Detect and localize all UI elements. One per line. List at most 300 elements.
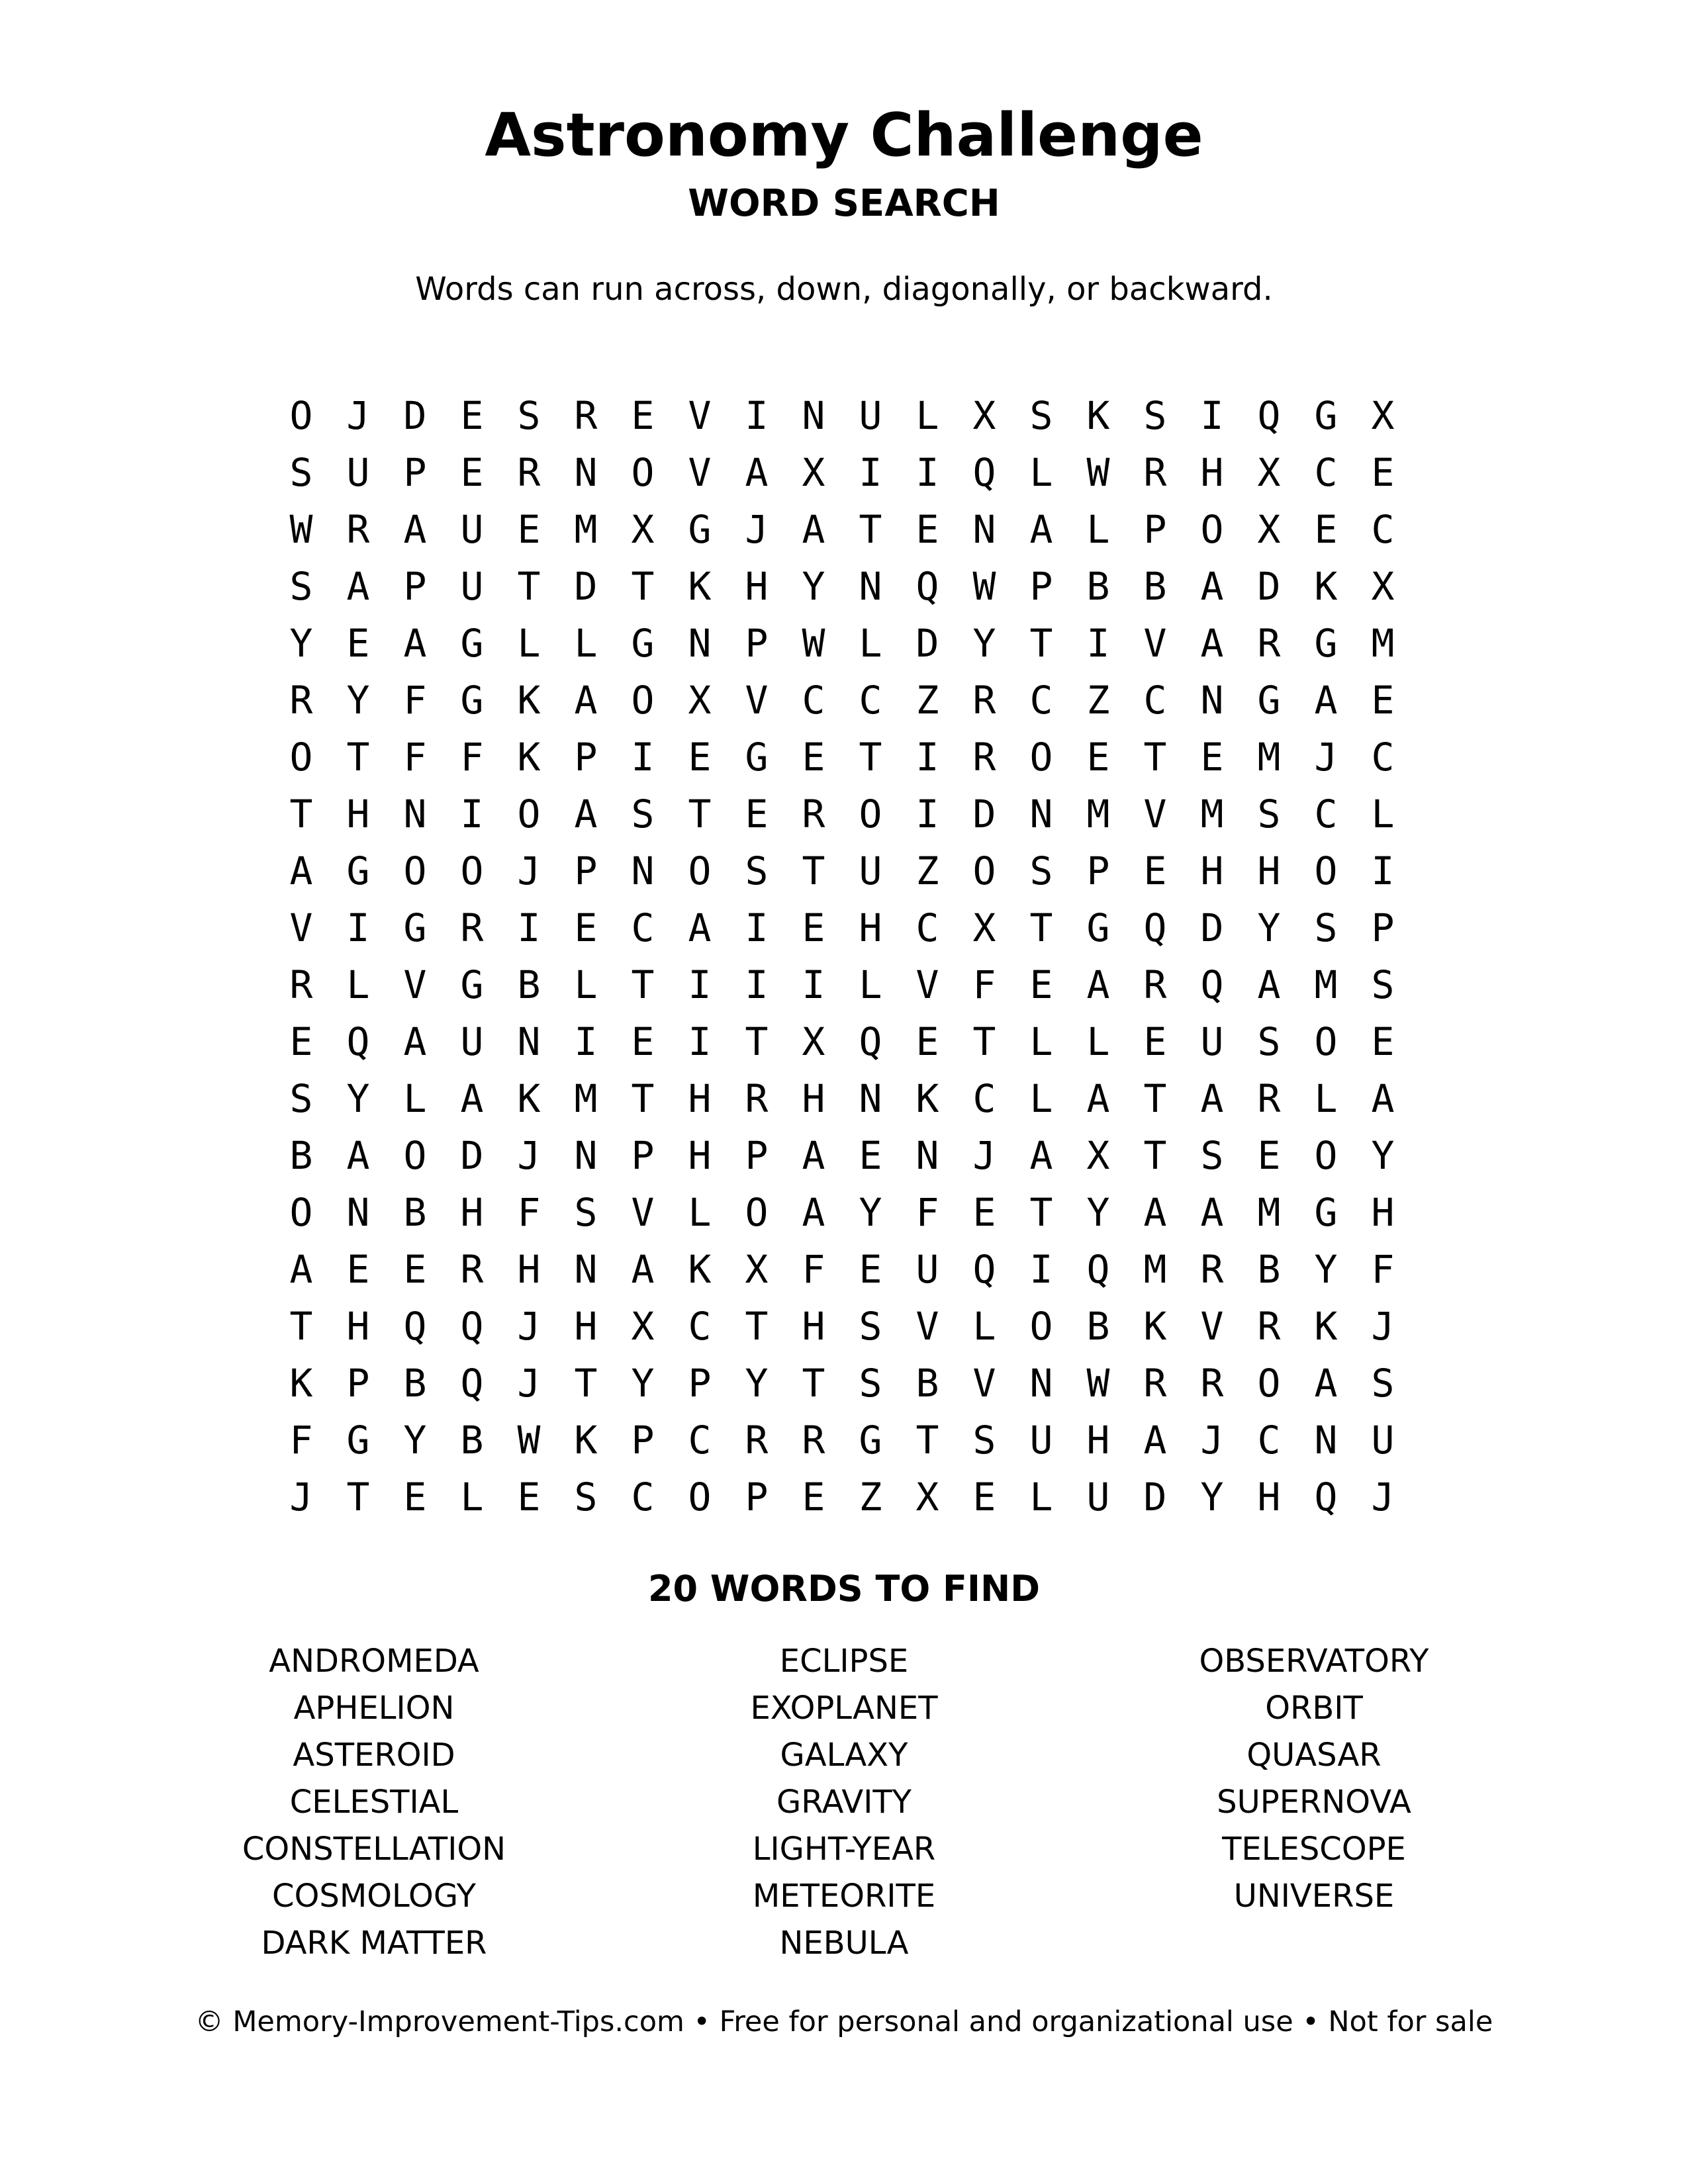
grid-letter: V xyxy=(289,905,313,950)
grid-letter: A xyxy=(1086,1076,1110,1121)
grid-letter: B xyxy=(1143,564,1167,609)
grid-row xyxy=(273,558,1411,615)
grid-letter: T xyxy=(688,792,712,837)
grid-letter: O xyxy=(972,848,996,893)
grid-letter: E xyxy=(745,792,769,837)
grid-letter: I xyxy=(745,393,769,438)
grid-letter: L xyxy=(1029,1019,1053,1064)
grid-letter: S xyxy=(859,1304,882,1349)
grid-letter: I xyxy=(460,792,484,837)
grid-letter: S xyxy=(1371,1361,1395,1406)
grid-letter: L xyxy=(574,621,598,666)
grid-letter: E xyxy=(403,1247,427,1292)
grid-letter: L xyxy=(972,1304,996,1349)
grid-letter: Q xyxy=(915,564,939,609)
grid-letter: N xyxy=(574,450,598,495)
grid-letter: Q xyxy=(403,1304,427,1349)
grid-letter: E xyxy=(517,507,541,552)
grid-letter: A xyxy=(802,507,825,552)
grid-letter: E xyxy=(1314,507,1338,552)
grid-letter: J xyxy=(1314,735,1338,780)
grid-letter: H xyxy=(688,1133,712,1178)
grid-letter: D xyxy=(972,792,996,837)
grid-letter: I xyxy=(915,792,939,837)
grid-letter: R xyxy=(346,507,370,552)
grid-letter: N xyxy=(859,564,882,609)
grid-letter: C xyxy=(859,678,882,723)
grid-letter: A xyxy=(1086,962,1110,1007)
grid-letter: O xyxy=(631,450,655,495)
grid-letter: C xyxy=(915,905,939,950)
grid-letter: W xyxy=(972,564,996,609)
grid-letter: N xyxy=(346,1190,370,1235)
grid-letter: K xyxy=(517,678,541,723)
grid-letter: K xyxy=(1314,1304,1338,1349)
grid-letter: E xyxy=(460,393,484,438)
grid-letter: I xyxy=(574,1019,598,1064)
grid-letter: A xyxy=(1371,1076,1395,1121)
grid-letter: U xyxy=(1371,1418,1395,1463)
grid-letter: Q xyxy=(460,1361,484,1406)
grid-letter: R xyxy=(972,735,996,780)
grid-letter: H xyxy=(688,1076,712,1121)
grid-letter: L xyxy=(1086,507,1110,552)
grid-letter: H xyxy=(1257,1475,1281,1520)
grid-letter: C xyxy=(1143,678,1167,723)
grid-letter: W xyxy=(802,621,825,666)
grid-letter: D xyxy=(1143,1475,1167,1520)
grid-letter: R xyxy=(802,792,825,837)
grid-letter: A xyxy=(1314,1361,1338,1406)
grid-letter: R xyxy=(1257,621,1281,666)
grid-letter: D xyxy=(1257,564,1281,609)
grid-letter: X xyxy=(972,905,996,950)
grid-letter: W xyxy=(517,1418,541,1463)
word-list-item: APHELION xyxy=(293,1690,455,1727)
grid-letter: M xyxy=(574,1076,598,1121)
grid-letter: Q xyxy=(1143,905,1167,950)
grid-letter: S xyxy=(1029,848,1053,893)
grid-letter: O xyxy=(289,393,313,438)
grid-letter: E xyxy=(1371,678,1395,723)
grid-letter: S xyxy=(1257,1019,1281,1064)
grid-letter: I xyxy=(631,735,655,780)
grid-letter: M xyxy=(1257,735,1281,780)
grid-letter: B xyxy=(517,962,541,1007)
grid-letter: A xyxy=(403,507,427,552)
grid-letter: I xyxy=(517,905,541,950)
grid-letter: Y xyxy=(346,1076,370,1121)
grid-letter: K xyxy=(574,1418,598,1463)
grid-letter: S xyxy=(972,1418,996,1463)
grid-letter: I xyxy=(915,450,939,495)
grid-letter: A xyxy=(346,1133,370,1178)
grid-letter: I xyxy=(745,905,769,950)
grid-letter: E xyxy=(1257,1133,1281,1178)
grid-letter: J xyxy=(1371,1475,1395,1520)
grid-letter: Q xyxy=(972,1247,996,1292)
grid-letter: Q xyxy=(1314,1475,1338,1520)
grid-letter: V xyxy=(1200,1304,1224,1349)
grid-letter: F xyxy=(289,1418,313,1463)
grid-letter: S xyxy=(745,848,769,893)
grid-letter: R xyxy=(460,905,484,950)
grid-letter: N xyxy=(688,621,712,666)
grid-letter: H xyxy=(517,1247,541,1292)
grid-letter: E xyxy=(631,393,655,438)
grid-row xyxy=(273,1184,1411,1241)
words-to-find-heading: 20 WORDS TO FIND xyxy=(647,1568,1041,1610)
grid-letter: J xyxy=(517,1361,541,1406)
grid-letter: N xyxy=(574,1133,598,1178)
grid-letter: T xyxy=(346,1475,370,1520)
grid-letter: T xyxy=(745,1304,769,1349)
grid-letter: I xyxy=(688,1019,712,1064)
grid-letter: M xyxy=(1143,1247,1167,1292)
grid-letter: E xyxy=(915,507,939,552)
grid-letter: O xyxy=(403,1133,427,1178)
grid-letter: R xyxy=(745,1076,769,1121)
grid-letter: Q xyxy=(972,450,996,495)
grid-letter: O xyxy=(1314,1019,1338,1064)
grid-letter: E xyxy=(859,1247,882,1292)
grid-letter: A xyxy=(1314,678,1338,723)
grid-letter: B xyxy=(1086,564,1110,609)
grid-letter: O xyxy=(631,678,655,723)
grid-letter: C xyxy=(972,1076,996,1121)
grid-letter: L xyxy=(915,393,939,438)
grid-letter: T xyxy=(574,1361,598,1406)
grid-letter: A xyxy=(574,678,598,723)
grid-letter: A xyxy=(802,1133,825,1178)
grid-letter: E xyxy=(802,735,825,780)
grid-letter: M xyxy=(574,507,598,552)
grid-row xyxy=(273,444,1411,501)
grid-letter: R xyxy=(1143,1361,1167,1406)
grid-letter: V xyxy=(1143,792,1167,837)
grid-letter: A xyxy=(1200,621,1224,666)
grid-letter: O xyxy=(1314,1133,1338,1178)
grid-letter: A xyxy=(289,1247,313,1292)
word-list-item: GRAVITY xyxy=(776,1784,912,1821)
word-list-item: ASTEROID xyxy=(293,1737,455,1774)
grid-letter: S xyxy=(289,564,313,609)
grid-row xyxy=(273,1013,1411,1070)
grid-letter: T xyxy=(915,1418,939,1463)
grid-letter: B xyxy=(403,1361,427,1406)
letter-grid xyxy=(273,387,1411,1525)
grid-row xyxy=(273,842,1411,899)
grid-letter: E xyxy=(346,621,370,666)
grid-letter: Y xyxy=(802,564,825,609)
grid-letter: N xyxy=(1029,1361,1053,1406)
grid-letter: N xyxy=(517,1019,541,1064)
grid-letter: U xyxy=(915,1247,939,1292)
grid-letter: D xyxy=(1200,905,1224,950)
grid-letter: S xyxy=(574,1475,598,1520)
grid-letter: T xyxy=(289,1304,313,1349)
grid-letter: O xyxy=(460,848,484,893)
grid-letter: F xyxy=(460,735,484,780)
word-list-item: CELESTIAL xyxy=(289,1784,459,1821)
grid-letter: L xyxy=(574,962,598,1007)
grid-letter: E xyxy=(460,450,484,495)
grid-letter: K xyxy=(1314,564,1338,609)
grid-letter: A xyxy=(574,792,598,837)
grid-letter: X xyxy=(745,1247,769,1292)
grid-letter: H xyxy=(1086,1418,1110,1463)
grid-letter: X xyxy=(631,507,655,552)
grid-letter: H xyxy=(1200,450,1224,495)
word-list xyxy=(0,1638,1688,1969)
grid-letter: Q xyxy=(1200,962,1224,1007)
grid-letter: J xyxy=(289,1475,313,1520)
word-list-item: GALAXY xyxy=(780,1737,908,1774)
grid-letter: X xyxy=(1371,393,1395,438)
grid-letter: U xyxy=(460,507,484,552)
grid-letter: A xyxy=(1143,1418,1167,1463)
grid-letter: P xyxy=(1086,848,1110,893)
grid-letter: E xyxy=(1200,735,1224,780)
grid-letter: Y xyxy=(1257,905,1281,950)
grid-letter: K xyxy=(688,1247,712,1292)
grid-row xyxy=(273,729,1411,786)
grid-letter: E xyxy=(1371,1019,1395,1064)
grid-letter: T xyxy=(1029,1190,1053,1235)
grid-letter: E xyxy=(688,735,712,780)
word-list-item: CONSTELLATION xyxy=(242,1831,506,1868)
grid-letter: I xyxy=(915,735,939,780)
grid-letter: E xyxy=(1086,735,1110,780)
grid-row xyxy=(273,1070,1411,1127)
grid-letter: L xyxy=(1314,1076,1338,1121)
grid-letter: P xyxy=(688,1361,712,1406)
page-subtitle: WORD SEARCH xyxy=(688,182,1000,225)
grid-letter: H xyxy=(859,905,882,950)
grid-letter: N xyxy=(403,792,427,837)
grid-letter: E xyxy=(403,1475,427,1520)
grid-letter: J xyxy=(517,1304,541,1349)
grid-letter: Y xyxy=(289,621,313,666)
grid-letter: S xyxy=(631,792,655,837)
word-list-item: METEORITE xyxy=(752,1878,936,1915)
grid-letter: E xyxy=(915,1019,939,1064)
grid-letter: E xyxy=(1143,848,1167,893)
grid-letter: E xyxy=(1029,962,1053,1007)
grid-row xyxy=(273,1127,1411,1184)
grid-letter: J xyxy=(517,848,541,893)
word-list-column-1 xyxy=(122,1638,626,1967)
grid-letter: J xyxy=(745,507,769,552)
grid-letter: R xyxy=(1143,450,1167,495)
grid-letter: C xyxy=(688,1418,712,1463)
grid-letter: F xyxy=(1371,1247,1395,1292)
grid-letter: H xyxy=(802,1304,825,1349)
grid-letter: C xyxy=(688,1304,712,1349)
grid-letter: Z xyxy=(915,848,939,893)
grid-letter: R xyxy=(574,393,598,438)
grid-letter: P xyxy=(631,1418,655,1463)
word-list-item: NEBULA xyxy=(779,1925,909,1962)
grid-letter: R xyxy=(1200,1247,1224,1292)
grid-letter: C xyxy=(1029,678,1053,723)
grid-letter: K xyxy=(517,1076,541,1121)
grid-letter: K xyxy=(915,1076,939,1121)
grid-row xyxy=(273,1412,1411,1469)
grid-letter: R xyxy=(289,678,313,723)
grid-letter: R xyxy=(1257,1304,1281,1349)
grid-letter: H xyxy=(460,1190,484,1235)
grid-letter: N xyxy=(574,1247,598,1292)
grid-letter: P xyxy=(574,848,598,893)
grid-letter: V xyxy=(915,962,939,1007)
grid-letter: F xyxy=(915,1190,939,1235)
grid-letter: O xyxy=(1200,507,1224,552)
grid-letter: A xyxy=(1143,1190,1167,1235)
grid-letter: U xyxy=(460,564,484,609)
grid-letter: Z xyxy=(859,1475,882,1520)
grid-letter: D xyxy=(460,1133,484,1178)
word-list-item: DARK MATTER xyxy=(261,1925,487,1962)
grid-letter: A xyxy=(631,1247,655,1292)
grid-letter: X xyxy=(1257,507,1281,552)
grid-letter: I xyxy=(802,962,825,1007)
grid-letter: A xyxy=(346,564,370,609)
grid-letter: P xyxy=(1143,507,1167,552)
grid-letter: E xyxy=(859,1133,882,1178)
grid-letter: U xyxy=(460,1019,484,1064)
grid-letter: G xyxy=(631,621,655,666)
grid-letter: Y xyxy=(1086,1190,1110,1235)
grid-letter: W xyxy=(289,507,313,552)
grid-letter: A xyxy=(289,848,313,893)
grid-letter: Q xyxy=(859,1019,882,1064)
grid-letter: N xyxy=(1029,792,1053,837)
word-list-item: EXOPLANET xyxy=(750,1690,938,1727)
grid-letter: G xyxy=(859,1418,882,1463)
grid-letter: A xyxy=(1200,564,1224,609)
grid-letter: T xyxy=(631,962,655,1007)
grid-letter: E xyxy=(972,1475,996,1520)
grid-letter: Q xyxy=(1086,1247,1110,1292)
grid-letter: T xyxy=(1029,905,1053,950)
grid-row xyxy=(273,899,1411,956)
grid-letter: O xyxy=(688,1475,712,1520)
grid-letter: F xyxy=(517,1190,541,1235)
grid-letter: B xyxy=(460,1418,484,1463)
grid-letter: C xyxy=(1371,735,1395,780)
grid-letter: H xyxy=(574,1304,598,1349)
grid-letter: R xyxy=(460,1247,484,1292)
grid-row xyxy=(273,1355,1411,1412)
grid-letter: T xyxy=(745,1019,769,1064)
grid-letter: X xyxy=(972,393,996,438)
grid-letter: E xyxy=(631,1019,655,1064)
grid-letter: S xyxy=(289,450,313,495)
grid-letter: J xyxy=(1200,1418,1224,1463)
grid-letter: T xyxy=(631,564,655,609)
grid-letter: V xyxy=(688,450,712,495)
grid-letter: C xyxy=(631,1475,655,1520)
grid-letter: H xyxy=(802,1076,825,1121)
grid-letter: P xyxy=(631,1133,655,1178)
grid-letter: L xyxy=(1029,1475,1053,1520)
word-list-column-3 xyxy=(1062,1638,1566,1920)
grid-letter: B xyxy=(403,1190,427,1235)
grid-letter: G xyxy=(1314,621,1338,666)
grid-letter: T xyxy=(802,1361,825,1406)
grid-letter: J xyxy=(972,1133,996,1178)
word-list-item: ECLIPSE xyxy=(779,1643,909,1680)
grid-letter: M xyxy=(1371,621,1395,666)
grid-letter: L xyxy=(460,1475,484,1520)
grid-letter: X xyxy=(631,1304,655,1349)
grid-letter: T xyxy=(1143,1076,1167,1121)
grid-letter: F xyxy=(403,735,427,780)
grid-letter: H xyxy=(346,1304,370,1349)
word-list-item: ORBIT xyxy=(1265,1690,1363,1727)
grid-letter: U xyxy=(1086,1475,1110,1520)
grid-letter: T xyxy=(517,564,541,609)
grid-letter: B xyxy=(1257,1247,1281,1292)
grid-letter: O xyxy=(289,735,313,780)
grid-letter: G xyxy=(346,1418,370,1463)
grid-letter: E xyxy=(972,1190,996,1235)
grid-letter: Q xyxy=(346,1019,370,1064)
grid-letter: M xyxy=(1086,792,1110,837)
grid-letter: K xyxy=(1086,393,1110,438)
grid-letter: H xyxy=(1200,848,1224,893)
grid-letter: U xyxy=(346,450,370,495)
grid-letter: X xyxy=(1371,564,1395,609)
grid-letter: W xyxy=(1086,1361,1110,1406)
grid-letter: S xyxy=(1314,905,1338,950)
grid-letter: I xyxy=(346,905,370,950)
grid-letter: C xyxy=(631,905,655,950)
grid-letter: E xyxy=(802,905,825,950)
grid-letter: A xyxy=(1200,1190,1224,1235)
grid-letter: H xyxy=(745,564,769,609)
grid-letter: Z xyxy=(1086,678,1110,723)
grid-letter: E xyxy=(289,1019,313,1064)
grid-letter: S xyxy=(1371,962,1395,1007)
grid-letter: T xyxy=(631,1076,655,1121)
grid-letter: I xyxy=(1371,848,1395,893)
grid-letter: G xyxy=(460,621,484,666)
grid-letter: D xyxy=(915,621,939,666)
word-list-item: UNIVERSE xyxy=(1233,1878,1395,1915)
grid-letter: V xyxy=(972,1361,996,1406)
grid-letter: H xyxy=(1371,1190,1395,1235)
grid-letter: C xyxy=(1257,1418,1281,1463)
grid-letter: S xyxy=(859,1361,882,1406)
grid-letter: F xyxy=(802,1247,825,1292)
grid-letter: R xyxy=(745,1418,769,1463)
grid-letter: B xyxy=(915,1361,939,1406)
grid-letter: L xyxy=(1029,1076,1053,1121)
grid-letter: A xyxy=(460,1076,484,1121)
grid-letter: N xyxy=(1314,1418,1338,1463)
grid-letter: I xyxy=(859,450,882,495)
grid-letter: J xyxy=(1371,1304,1395,1349)
grid-letter: N xyxy=(859,1076,882,1121)
grid-letter: X xyxy=(802,450,825,495)
grid-letter: H xyxy=(1257,848,1281,893)
grid-letter: S xyxy=(1200,1133,1224,1178)
grid-letter: I xyxy=(688,962,712,1007)
grid-letter: E xyxy=(1143,1019,1167,1064)
grid-letter: O xyxy=(403,848,427,893)
